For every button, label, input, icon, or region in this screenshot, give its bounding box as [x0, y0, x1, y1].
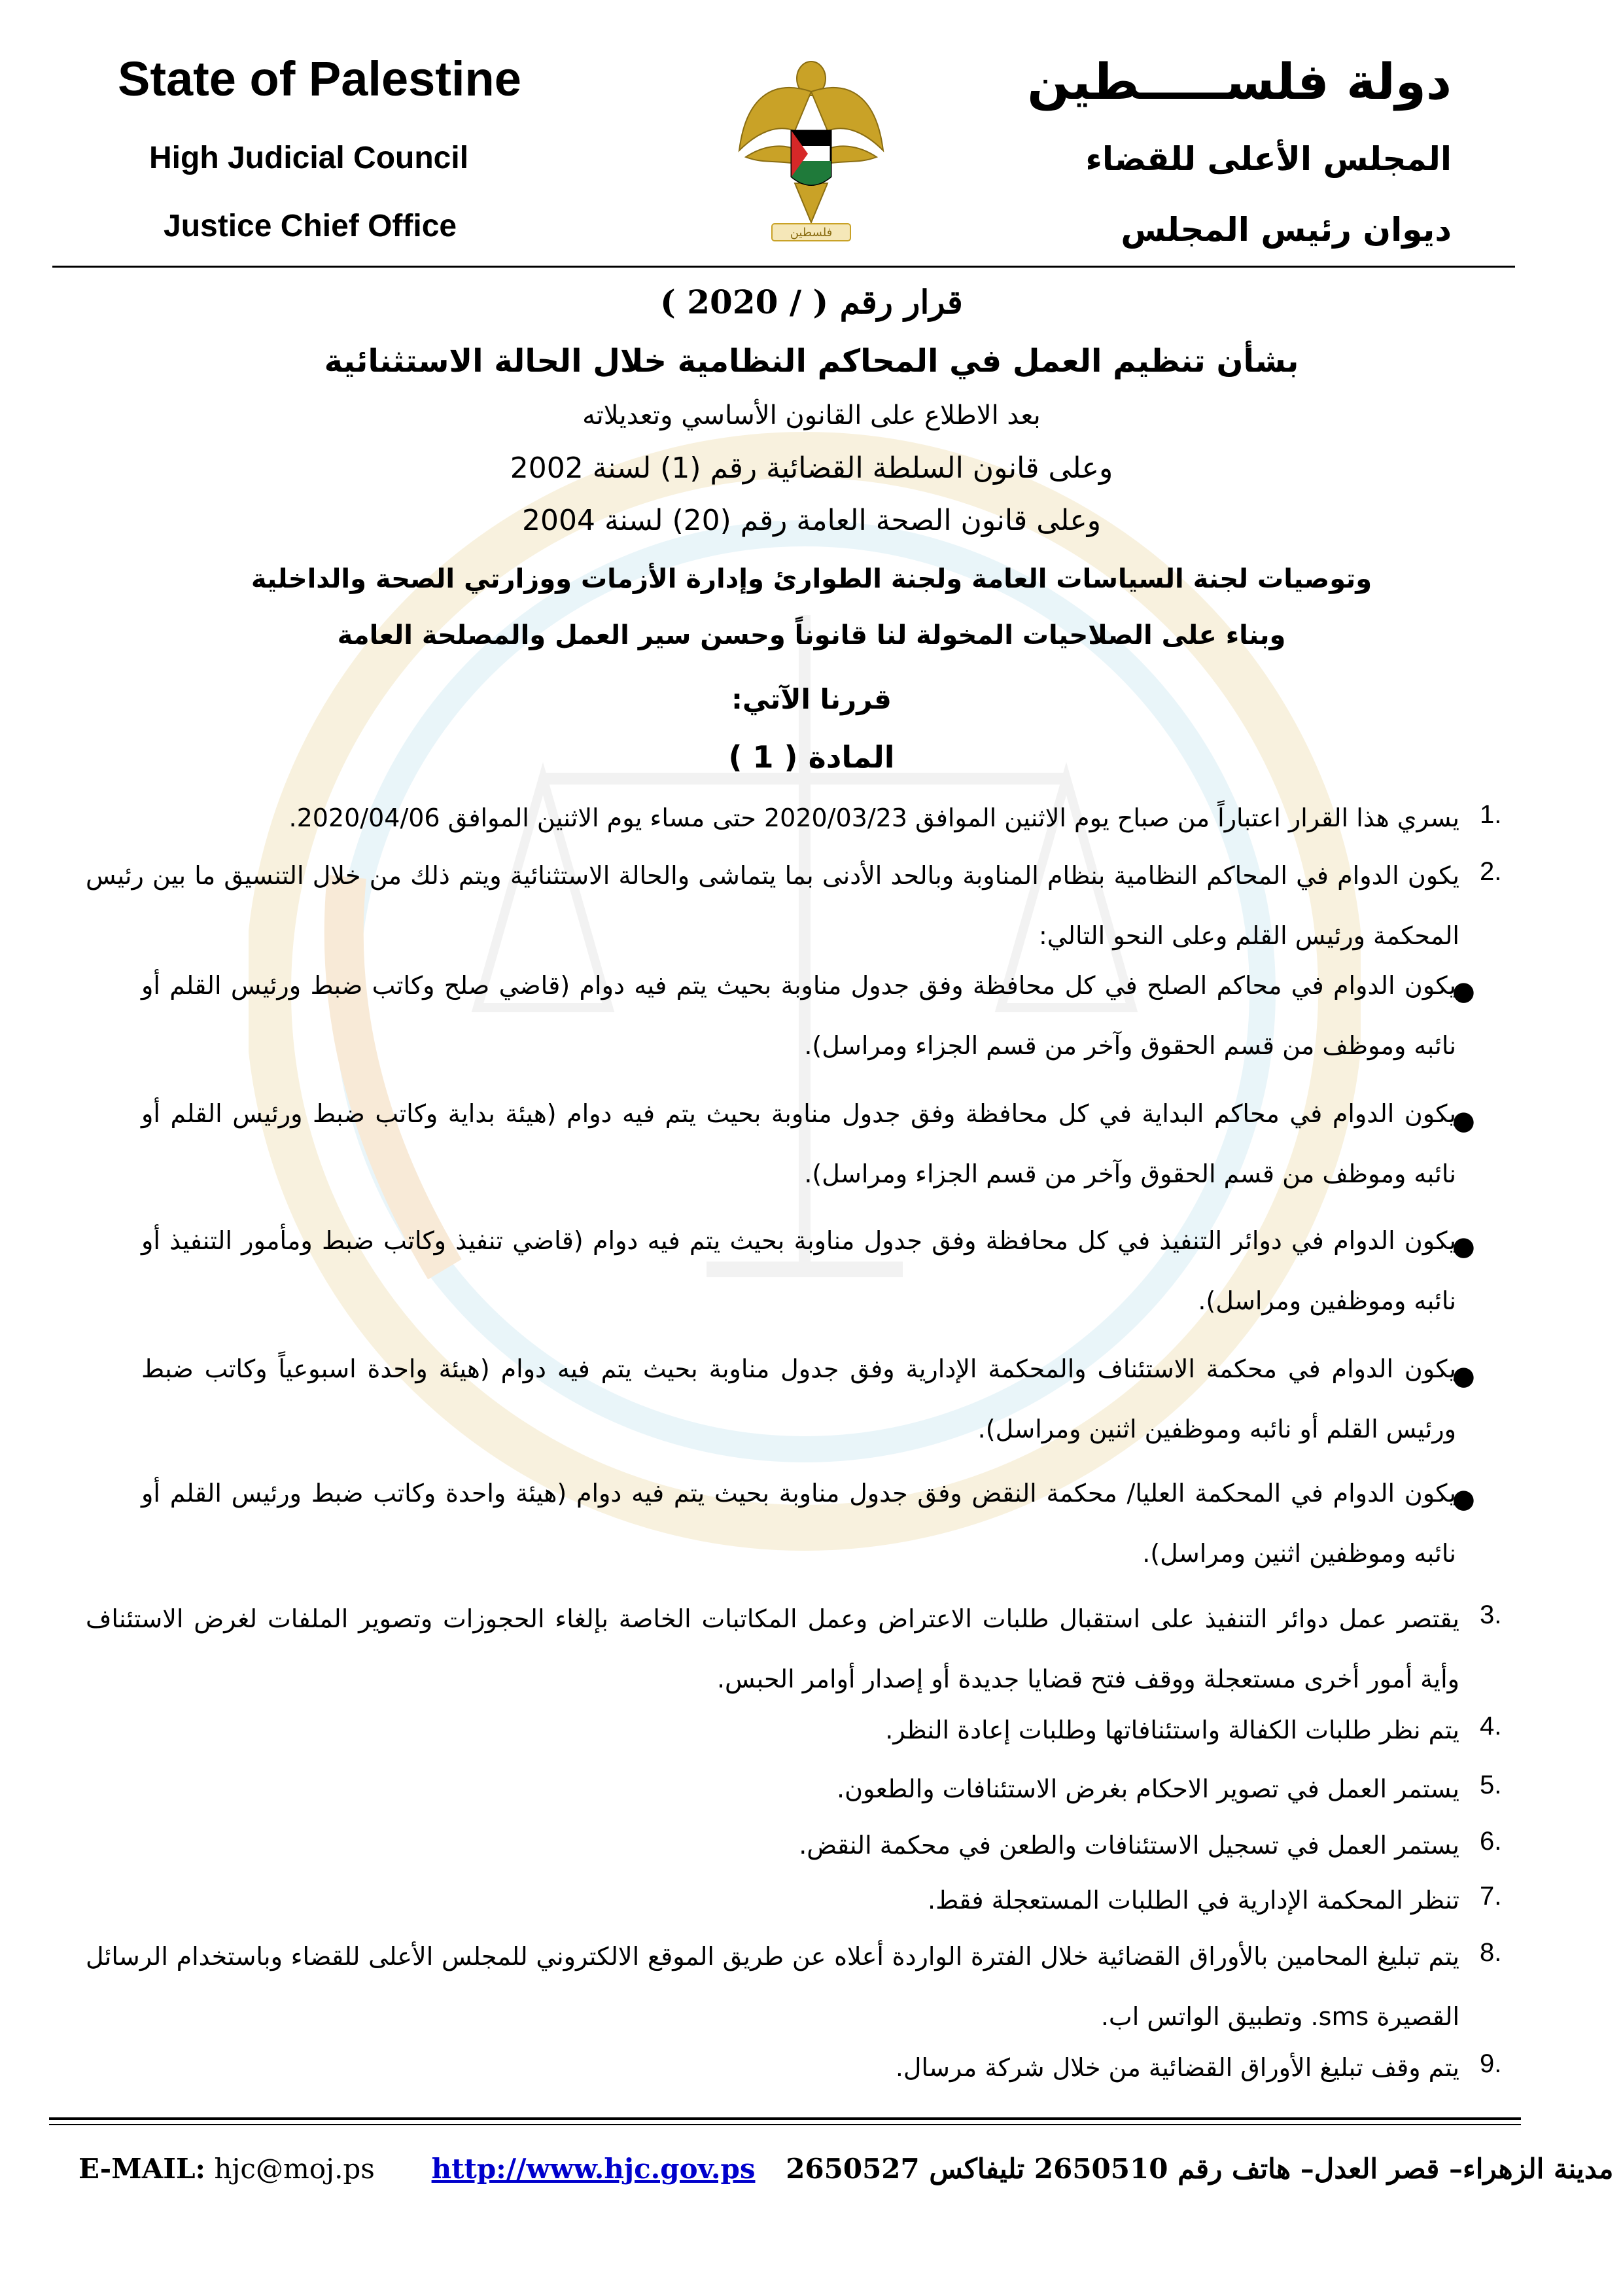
decision-subject: بشأن تنظيم العمل في المحاكم النظامية خلال الحالة الاستثنائية — [324, 343, 1299, 380]
bullet-dot: ● — [1452, 1361, 1475, 1391]
bullet-item: يكون الدوام في محاكم الصلح في كل محافظة وفق جدول مناوبة بحيث يتم فيه دوام (قاضي صلح وكاتب ضبط ورئيس القلم أو نائبه وموظف من قسم الحقوق وآخر من قسم الجزاء ومراسل). — [141, 971, 1456, 1060]
bullet-item: يكون الدوام في دوائر التنفيذ في كل محافظة وفق جدول مناوبة بحيث يتم فيه دوام (قاضي تنفيذ وكاتب ضبط ومأمور التنفيذ أو نائبه وموظفين ومراسل). — [141, 1226, 1456, 1315]
item-number: 4. — [1480, 1712, 1502, 1740]
item-number: 9. — [1480, 2049, 1502, 2078]
item-number: 7. — [1480, 1882, 1502, 1911]
footer-email[interactable]: hjc@moj.ps — [214, 2153, 375, 2185]
item-number: 1. — [1480, 800, 1502, 829]
bullet-dot: ● — [1452, 1484, 1475, 1514]
decision-number: قرار رقم ( / 2020 ) — [660, 283, 963, 321]
list-item: يكون الدوام في المحاكم النظامية بنظام المناوبة وبالحد الأدنى بما يتماشى والحالة الاستثنائية ويتم ذلك من خلال التنسيق ما بين رئيس المحكمة ورئيس القلم وعلى النحو التالي: — [86, 861, 1459, 950]
bullet-dot: ● — [1452, 1106, 1475, 1136]
footer-divider-thin — [49, 2124, 1521, 2125]
bullet-item: يكون الدوام في محاكم البداية في كل محافظة وفق جدول مناوبة بحيث يتم فيه دوام (هيئة بداية وكاتب ضبط ورئيس القلم أو نائبه وموظف من قسم الحقوق وآخر من قسم الجزاء ومراسل). — [141, 1099, 1456, 1188]
header-en-council: High Judicial Council — [149, 141, 469, 175]
header-en-title: State of Palestine — [118, 52, 521, 106]
list-item: يسري هذا القرار اعتباراً من صباح يوم الاثنين الموافق 2020/03/23 حتى مساء يوم الاثنين الموافق 2020/04/06. — [288, 804, 1459, 832]
bullet-item: يكون الدوام في محكمة الاستئناف والمحكمة الإدارية وفق جدول مناوبة بحيث يتم فيه دوام (هيئة واحدة اسبوعياً وكاتب ضبط ورئيس القلم أو نائبه وموظفين اثنين ومراسل). — [141, 1354, 1456, 1443]
header-ar-council: المجلس الأعلى للقضاء — [1085, 140, 1452, 178]
list-item: يقتصر عمل دوائر التنفيذ على استقبال طلبات الاعتراض وعمل المكاتبات الخاصة بإلغاء الحجوزات وتصوير الملفات لغرض الاستئناف وأية أمور أخرى مستعجلة ووقف فتح قضايا جديدة أو إصدار أوامر الحبس. — [86, 1604, 1459, 1693]
preamble-line: وعلى قانون السلطة القضائية رقم (1) لسنة 2002 — [510, 451, 1113, 485]
footer-address: مدينة الزهراء– قصر العدل– هاتف رقم 2650510 تليفاكس 2650527 — [786, 2153, 1614, 2185]
preamble-line: وعلى قانون الصحة العامة رقم (20) لسنة 2004 — [522, 504, 1101, 537]
article-heading: المادة ( 1 ) — [728, 739, 895, 775]
list-item: يستمر العمل في تصوير الاحكام بغرض الاستئنافات والطعون. — [837, 1775, 1459, 1803]
emblem-scroll-text: فلسطين — [790, 226, 833, 239]
header-en-office: Justice Chief Office — [164, 209, 457, 243]
item-number: 6. — [1480, 1827, 1502, 1856]
preamble-line: وتوصيات لجنة السياسات العامة ولجنة الطوارئ وإدارة الأزمات ووزارتي الصحة والداخلية — [251, 564, 1372, 594]
header-ar-office: ديوان رئيس المجلس — [1121, 211, 1452, 249]
list-item: تنظر المحكمة الإدارية في الطلبات المستعجلة فقط. — [928, 1886, 1459, 1915]
header-divider — [52, 266, 1515, 268]
bullet-dot: ● — [1452, 976, 1475, 1006]
bullet-item: يكون الدوام في المحكمة العليا/ محكمة النقض وفق جدول مناوبة بحيث يتم فيه دوام (هيئة واحدة وكاتب ضبط ورئيس القلم أو نائبه وموظفين اثنين ومراسل). — [141, 1479, 1456, 1568]
header-ar-title: دولة فلســـــطين — [1027, 52, 1452, 111]
bullet-dot: ● — [1452, 1231, 1475, 1262]
footer — [79, 2153, 1614, 2185]
list-item: يستمر العمل في تسجيل الاستئنافات والطعن في محكمة النقض. — [799, 1831, 1459, 1860]
footer-website-link[interactable]: http://www.hjc.gov.ps — [431, 2153, 756, 2185]
list-item: يتم نظر طلبات الكفالة واستئنافاتها وطلبات إعادة النظر. — [885, 1716, 1459, 1744]
decided-heading: قررنا الآتي: — [731, 683, 892, 715]
preamble-line: بعد الاطلاع على القانون الأساسي وتعديلاته — [582, 400, 1041, 431]
item-number: 8. — [1480, 1938, 1502, 1967]
item-number: 2. — [1480, 857, 1502, 886]
item-number: 5. — [1480, 1771, 1502, 1799]
preamble-line: وبناء على الصلاحيات المخولة لنا قانوناً وحسن سير العمل والمصلحة العامة — [337, 620, 1286, 650]
list-item: يتم تبليغ المحامين بالأوراق القضائية خلال الفترة الواردة أعلاه عن طريق الموقع الالكتروني للمجلس الأعلى للقضاء وباستخدام الرسائل القصيرة sms. وتطبيق الواتس اب. — [86, 1942, 1459, 2031]
footer-divider — [49, 2117, 1521, 2120]
palestine-eagle-emblem-icon — [733, 52, 890, 249]
footer-email-label: E-MAIL: — [79, 2153, 205, 2185]
list-item: يتم وقف تبليغ الأوراق القضائية من خلال شركة مرسال. — [895, 2053, 1459, 2082]
item-number: 3. — [1480, 1600, 1502, 1629]
